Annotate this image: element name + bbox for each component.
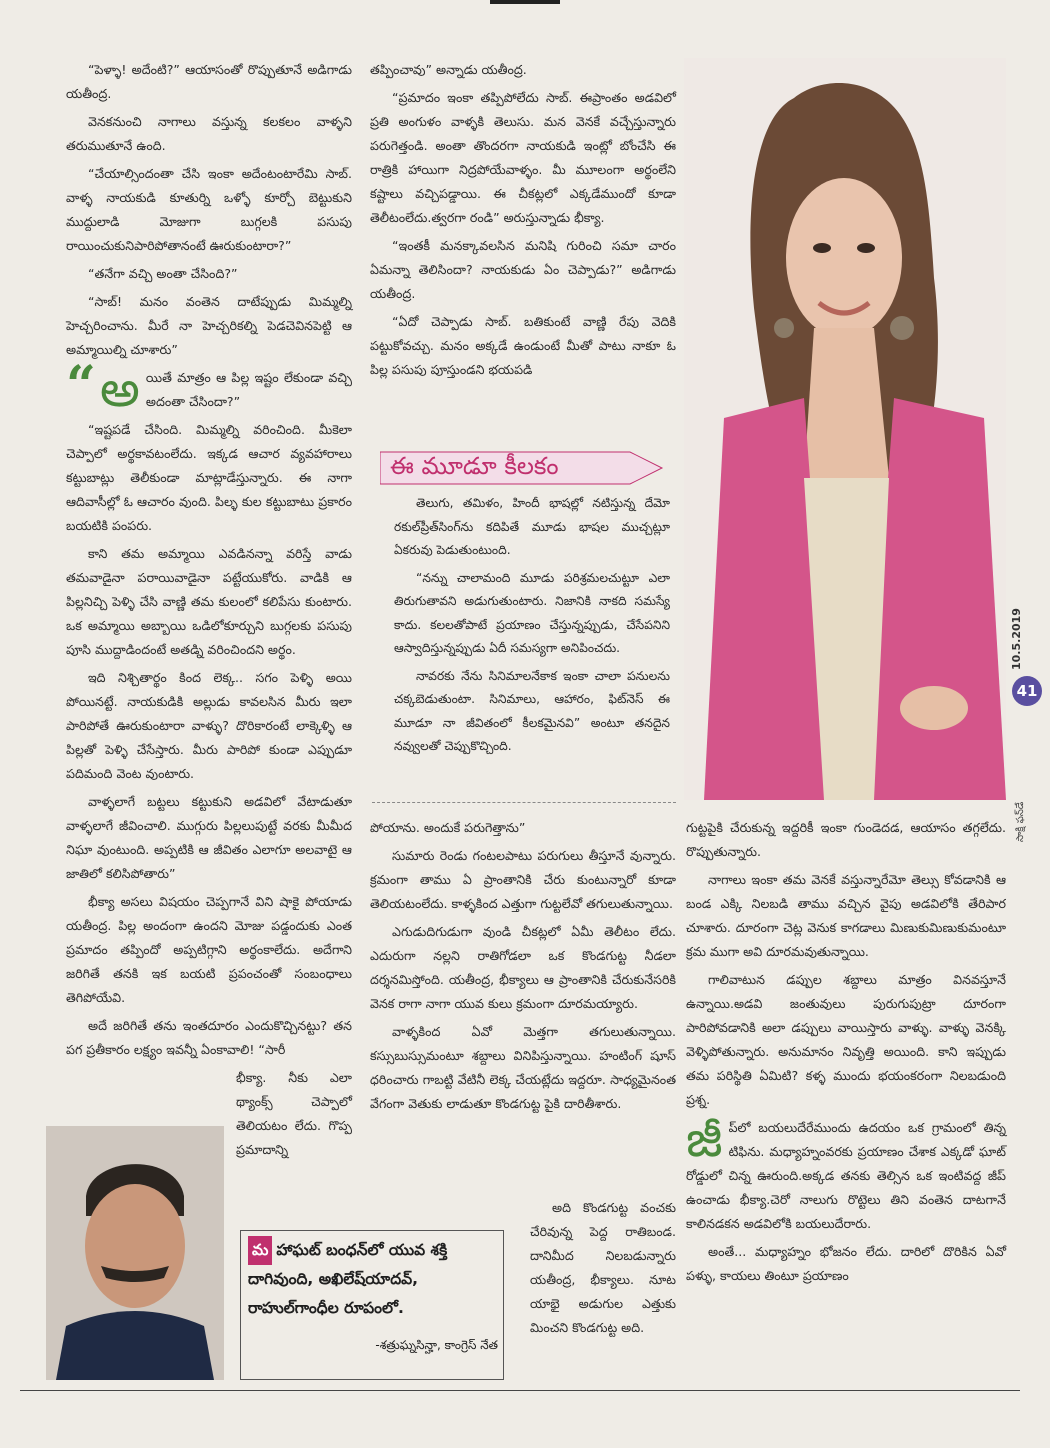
paragraph: సుమారు రెండు గంటలపాటు పరుగులు తీస్తూనే వున్నారు. క్రమంగా తాము ఏ ప్రాంతానికి చేరు కుంటున్నారో కూడా తెలియటంలేదు. కాళ్ళకింద ఎత్తుగా గుట్టలేవో తగులుతున్నాయి. [370, 848, 676, 911]
dropcap-paragraph [66, 355, 352, 418]
dropcap-paragraph [686, 1110, 1006, 1236]
paragraph: అది కొండగుట్ట వంచకు చేరివున్న పెద్ద రాతిబండ. దానిమీద నిలబడున్నారు యతీంద్ర, భీక్యాలు. నూట యాభై అడుగుల ఎత్తుకు మించని కొండగుట్ట అది. [530, 1200, 676, 1335]
column-1 [66, 58, 352, 1166]
column-2-bottom [530, 1196, 676, 1344]
paragraph: గుట్టపైకి చేరుకున్న ఇద్దరికీ ఇంకా గుండెదడ, ఆయాసం తగ్గలేదు. రొప్పుతున్నారు. [686, 820, 1006, 859]
paragraph: పోయాను. అందుకే పరుగెత్తాను” [370, 820, 526, 835]
paragraph: భీక్యా అసలు విషయం చెప్పగానే విని షాకై పోయాడు యతీంద్ర. పిల్ల అందంగా ఉందని మోజు పడ్డందుకు ఎంత ప్రమాదం తప్పిందో అప్పటిగ్గాని అర్థంకాలేదు. అదేగాని జరిగితే తనకి ఇక బయటి ప్రపంచంతో సంబంధాలు తెగిపోయేవి. [66, 894, 352, 1005]
quote-text: హాఘట్ బంధన్‌లో యువ శక్తి దాగివుంది, అఖిలేష్‌యాదవ్, రాహుల్‌గాంధీల రూపంలో. [248, 1241, 448, 1317]
dropcap-text: ప్‌లో బయలుదేరేముందు ఉదయం ఒక గ్రామంలో తిన్న టిఫిను. మధ్యాహ్నంవరకు ప్రయాణం చేశాక ఎక్కడో ఘాట్ రోడ్డులో చిన్న ఊరుంది.అక్కడ తనకు తెల్సిన ఒక ఇంటివద్ద జీప్ ఉంచాడు భీక్యా.చెరో నాలుగు రొట్టెలు తిని వంతెన దాటగానే కాలినడకన అడవిలోకి బయలుదేరారు. [686, 1120, 1006, 1231]
paragraph: “నన్ను చాలామంది మూడు పరిశ్రమలచుట్టూ ఎలా తిరుగుతావని అడుగుతుంటారు. నిజానికి నాకది సమస్యే కాదు. కలలతోపాటే ప్రయాణం చేస్తున్నప్పుడు, చేసేపనిని ఆస్వాదిస్తున్నప్పుడు ఏదీ సమస్యగా అనిపించదు. [394, 570, 670, 655]
dropcap-letter: అ [99, 360, 140, 418]
column-2 [370, 58, 676, 386]
paragraph: “ఇష్టపడే చేసింది. మిమ్మల్ని వరించింది. మీకెలా చెప్పాలో అర్థకావటంలేదు. ఇక్కడ ఆచార వ్యవహారాలు కట్టుబాట్లు తెలీకుండా మాట్లాడేస్తున్నారు. ఈ నాగా ఆదివాసీల్లో ఓ ఆచారం వుంది. పిల్ళ కుల కట్టుబాటు ప్రకారం బయటికి పంపరు. [66, 422, 352, 533]
paragraph: అంతే... మధ్యాహ్నం భోజనం లేదు. దారిలో దొరికిన ఏవో పళ్ళు, కాయలు తింటూ ప్రయాణం [686, 1244, 1006, 1283]
quote-box [240, 1230, 504, 1380]
box-heading-label: ఈ మూడూ కీలకం [390, 452, 559, 480]
column-2-lower [370, 816, 676, 1120]
paragraph: “చేయాల్సిందంతా చేసి ఇంకా అదేంటంటారేమి సాబ్. వాళ్ళ నాయకుడి కూతుర్ని ఒళ్ళో కూర్చో బెట్టుకుని ముద్దులాడి మోజుగా బుగ్గలకి పసుపు రాయించుకునిపారిపోతానంటే ఊరుకుంటారా?” [66, 166, 352, 253]
paragraph: ఎగుడుదిగుడుగా వుండి చీకట్లలో ఏమీ తెలీటం లేదు. ఎదురుగా నల్లని రాతిగోడలా ఒక కొండగుట్ట నీడలా దర్శనమిస్తోంది. యతీంద్ర, భీక్యాలు ఆ ప్రాంతానికి చేరుకునేసరికి వెనక రాగా నాగా యువ కులు క్రమంగా దూరమయ్యారు. [370, 924, 676, 1011]
dropcap-text: యితే మాత్రం ఆ పిల్ల ఇష్టం లేకుండా వచ్చి అదంతా చేసిందా?” [145, 370, 352, 409]
paragraph: “ఏదో చెప్పాడు సాబ్. బతికుంటే వాణ్ణి రేపు వెదికి పట్టుకోవచ్చు. మనం అక్కడే ఉండుంటే మీతో పాటు నాకూ ఓ పిల్ల పసుపు పూస్తుండని భయపడి [370, 314, 676, 377]
paragraph: “పెళ్ళా! అదేంటి?” ఆయాసంతో రొప్పుతూనే అడిగాడు యతీంద్ర. [66, 62, 352, 101]
paragraph: అదే జరిగితే తను ఇంతదూరం ఎందుకొచ్చినట్టు? తన పగ ప్రతీకారం లక్ష్యం ఇవన్నీ ఏంకావాలి! “సారీ [66, 1018, 352, 1057]
paragraph: వాళ్ళకింద ఏవో మెత్తగా తగులుతున్నాయి. కస్సుబుస్సుమంటూ శబ్దాలు వినిపిస్తున్నాయి. హంటింగ్ షూస్ ధరించారు గాబట్టి వేటినీ లెక్క చేయట్లేదు ఇద్దరూ. సాధ్యమైనంత వేగంగా వెతుకు లాడుతూ కొండగుట్ట పైకి దారితీశారు. [370, 1024, 676, 1111]
actress-photo [684, 58, 1006, 800]
dropcap-quote-mark: “ [66, 355, 96, 416]
quote-first-char: మ [248, 1236, 272, 1265]
dropcap-letter: జీ [686, 1110, 723, 1168]
issue-date: 10.5.2019 [1010, 608, 1023, 670]
magazine-name: సాక్షి ఫన్‌డే [1015, 801, 1026, 842]
box-body [394, 492, 670, 763]
politician-illustration [46, 1126, 224, 1380]
paragraph: “ఇంతకీ మనక్కావలసిన మనిషి గురించి సమా చారం ఏమన్నా తెలిసిందా? నాయకుడు ఏం చెప్పాడు?” అడిగాడు యతీంద్ర. [370, 238, 676, 301]
paragraph-wrap: భీక్యా. నీకు ఎలా థ్యాంక్స్ చెప్పాలో తెలియటం లేదు. గొప్ప ప్రమాదాన్ని [236, 1070, 352, 1157]
politician-photo [46, 1126, 224, 1380]
column-3-lower [686, 816, 1006, 1292]
paragraph: “ప్రమాదం ఇంకా తప్పిపోలేదు సాబ్. ఈప్రాంతం అడవిలో ప్రతి అంగుళం వాళ్ళకి తెలుసు. మన వెనకే వచ్చేస్తున్నారు పరుగెత్తండి. అంతా తొందరగా నాయకుడి ఇంట్లో బోంచేసి ఈ రాత్రికి హాయిగా నిద్రపోయేవాళ్ళం. మీ మూలంగా అర్థంలేని కష్టాలు వచ్చిపడ్డాయి. ఈ చీకట్లలో ఎక్కడేముందో కూడా తెలీటంలేదు.త్వరగా రండి” అరుస్తున్నాడు భీక్యా. [370, 90, 676, 225]
quote-text-block [248, 1236, 498, 1323]
paragraph: వెనకనుంచి నాగాలు వస్తున్న కలకలం వాళ్ళని తరుముతూనే ఉంది. [66, 114, 352, 153]
paragraph: నాగాలు ఇంకా తమ వెనకే వస్తున్నారేమో తెల్సు కోవడానికి ఆ బండ ఎక్కి నిలబడి తాము వచ్చిన వైపు అడవిలోకి తేరిపార చూశారు. దూరంగా చెట్ల వెనుక కాగడాలు మిణుకుమిణుకుమంటూ క్రమ ముగా అవి దూరమవుతున్నాయి. [686, 872, 1006, 959]
paragraph: గాలివాటున డప్పుల శబ్దాలు మాత్రం వినవస్తూనే ఉన్నాయి.అడవి జంతువులు పురుగుపుట్రా దూరంగా పారిపోవడానికి అలా డప్పులు వాయిస్తారు వాళ్ళు. వాళ్ళు వెనక్కి వెళ్ళిపోతున్నారు. అనుమానం నివృత్తి అయింది. కాని ఇప్పుడు తమ పరిస్థితి ఏమిటి? కళ్ళ ముందు భయంకరంగా నిలబడుంది ప్రశ్న. [686, 972, 1006, 1107]
bottom-rule [20, 1390, 1020, 1391]
paragraph: ఇది నిశ్చితార్థం కింద లెక్క.. సగం పెళ్ళి అయి పోయినట్టే. నాయకుడికి అల్లుడు కావలసిన మీరు ఇలా పారిపోతే ఊరుకుంటారా వాళ్ళు? దొరికారంటే లాక్కెళ్ళి ఆ పిల్లతో పెళ్ళి చేసేస్తారు. మీరు పారిపో కుండా ఎప్పుడూ పదిమంది వెంట వుంటారు. [66, 670, 352, 781]
paragraph: “సాబ్! మనం వంతెన దాటేప్పుడు మిమ్మల్ని హెచ్చరించాను. మీరే నా హెచ్చరికల్ని పెడచెవినపెట్టి ఆ అమ్మాయిల్ని చూశారు” [66, 294, 352, 357]
paragraph: తప్పించావు” అన్నాడు యతీంద్ర. [370, 62, 527, 77]
paragraph: నావరకు నేను సినిమాలనేకాక ఇంకా చాలా పనులను చక్కబెడుతుంటా. సినిమాలు, ఆహారం, ఫిట్‌నెస్ ఈ మూడూ నా జీవితంలో కీలకమైనవి” అంటూ తనదైన నవ్వులతో చెప్పుకొచ్చింది. [394, 668, 670, 753]
paragraph: “తనేగా వచ్చి అంతా చేసింది?” [88, 266, 238, 281]
paragraph: తెలుగు, తమిళం, హిందీ భాషల్లో నటిస్తున్న దేమో రకుల్‌ప్రీత్‌సింగ్‌ను కదిపితే మూడు భాషల ముచ్చట్లూ ఏకరువు పెడుతుంటుంది. [394, 496, 670, 557]
paragraph: కాని తమ అమ్మాయి ఎవడినన్నా వరిస్తే వాడు తమవాడైనా పరాయివాడైనా పట్టేయుకోరు. వాడికి ఆ పిల్లనిచ్చి పెళ్ళి చేసి వాణ్ణి తమ కులంలో కలిపేసు కుంటారు. ఒక అమ్మాయి అబ్బాయి ఒడిలోకూర్చుని బుగ్గలకు పసుపు పూసి ముద్దాడిందంటే అతడ్ని వరించిందని అర్థం. [66, 546, 352, 657]
top-rule [490, 0, 560, 4]
page-number-badge: 41 [1012, 676, 1042, 706]
quote-attribution: -శత్రుఘ్నసిన్హా, కాంగ్రెస్ నేత [375, 1338, 498, 1352]
box-heading [380, 448, 670, 488]
box-divider [372, 802, 676, 803]
actress-illustration [684, 58, 1006, 800]
paragraph: వాళ్ళలాగే బట్టలు కట్టుకుని అడవిలో వేటాడుతూ వాళ్ళలాగే జీవించాలి. ముగ్గురు పిల్లలుపుట్టే వరకు మీమీద నిఘా వుంటుంది. అప్పటికి ఆ జీవితం ఎలాగూ అలవాటై ఆ జాతిలో కలిసిపోతారు” [66, 794, 352, 881]
